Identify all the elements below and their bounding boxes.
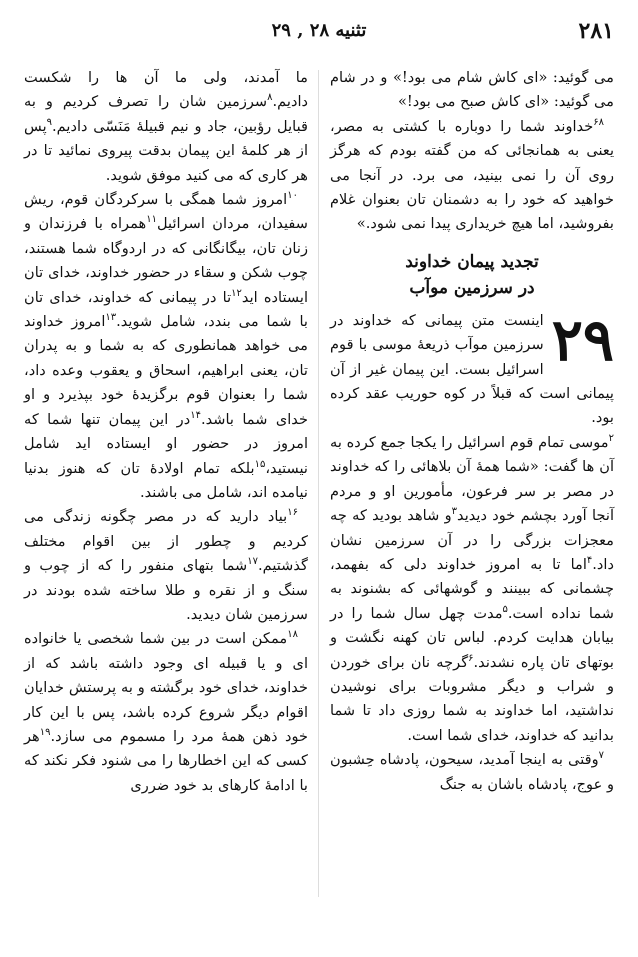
chapter-block	[330, 305, 614, 431]
verse-text: ما آمدند، ولی ما آن ها را شکست دادیم.$^۸$سرزمین شان را تصرف کردیم و به قبایل رؤبین، جاد و نیم قبیلهٔ مَنَسّی دادیم.$^۹$پس از هر کلمهٔ این پیمان بدقت پیروی نمائید تا در هر کاری که می کنید موفق شوید.	[24, 69, 308, 184]
section-heading: تجدید پیمان خداوند در سرزمین موآب	[405, 251, 539, 298]
verse-2: $^۲$موسی تمام قوم اسرائیل را یکجا جمع کرده به آن ها گفت: «شما همهٔ آن بلاهائی را که خداوند در مصر بر سر فرعون، مأمورین او و مردم آنجا آورد بچشم خود دیدید$^۳$و شاهد بودید که چه معجزات بزرگی را در آن سرزمین نشان داد.$^۴$اما تا به امروز خداوند دلی که بفهمد، چشمانی که ببینند و گوشهائی که بشنوند به شما نداده است.$^۵$مدت چهل سال شما را در بیابان هدایت کردم. لباس تان کهنه نگشت و بوتهای تان پاره نشدند.$^۶$گرچه نان برای خوردن و شراب و دیگر مشروبات برای نوشیدن نداشتید، اما خداوند به شما روزی داد تا شما بدانید که خداوند، خدای شما است.	[330, 433, 615, 744]
page-header	[24, 18, 614, 50]
verse-text: می گوئید: «ای کاش شام می بود!» و در شام می گوئید: «ای کاش صبح می بود!»	[330, 69, 614, 111]
verse-1: اینست متن پیمانی که خداوند در سرزمین موآب ذریعهٔ موسی با قوم اسرائیل بست. این پیمان غیر از آن پیمانی است که قبلاً در کوه حوریب عقد کرده بود.	[330, 311, 614, 427]
page-number: ۲۸۱	[578, 18, 614, 44]
verse-68: $^{۶۸}$خداوند شما را دوباره با کشتی به مصر، یعنی به همانجائی که من گفته بودم که هرگز روی آن را نمی بینید، می برد. در آنجا می خواهید که خود را به دشمنان تان بعنوان غلام بفروشید، اما هیچ خریداری پیدا نمی شود.»	[330, 116, 614, 233]
running-title: تثنیه ۲۸ , ۲۹	[271, 20, 367, 41]
verse-7: $^۷$وقتی به اینجا آمدید، سیحون، پادشاه حِشبون و عوج، پادشاه باشان به جنگ	[330, 750, 614, 793]
left-column	[24, 66, 308, 798]
right-column	[330, 66, 614, 797]
column-divider	[318, 70, 319, 897]
verse-18: $^{۱۸}$ممکن است در بین شما شخصی یا خانواده ای و یا قبیله ای وجود داشته باشد که از خداوند، خدای خود برگشته و به پرستش خدایان اقوام دیگر شروع کرده باشد، پس با این کار خود ذهن همهٔ مرد را مسموم می سازد.$^{۱۹}$هر کسی که این اخطارها را می شنود فکر نکند که با ادامهٔ کارهای بد خود ضرری	[24, 629, 308, 794]
verse-10: $^{۱۰}$امروز شما همگی با سرکردگان قوم، ریش سفیدان، مردان اسرائیل$^{۱۱}$همراه با فرزندان و زنان تان، بیگانگانی که در اردوگاه شما هستند، چوب شکن و سقاء در حضور خداوند، خدای تان ایستاده اید$^{۱۲}$تا در پیمانی که خداوند، خدای تان با شما می بندد، شامل شوید.$^{۱۳}$امروز خداوند می خواهد همانطوری که به شما و به پدران تان، یعنی ابراهیم، اسحاق و یعقوب وعده داد، شما را بعنوان قوم برگزیدهٔ خود بپذیرد و او خدای شما باشد.$^{۱۴}$در این پیمان تنها شما که امروز در حضور او ایستاده اید شامل نیستید،$^{۱۵}$بلکه تمام اولادهٔ تان که هنوز بدنیا نیامده اند، شامل می باشند.	[24, 190, 309, 501]
chapter-number: ۲۹	[551, 305, 614, 374]
verse-16: $^{۱۶}$بیاد دارید که در مصر چگونه زندگی می کردیم و چطور از بین اقوام مختلف گذشتیم.$^{۱۷}$شما بتهای منفور را که از چوب و سنگ و از نقره و طلا ساخته شده بودند در سرزمین شان دیدید.	[24, 507, 308, 623]
